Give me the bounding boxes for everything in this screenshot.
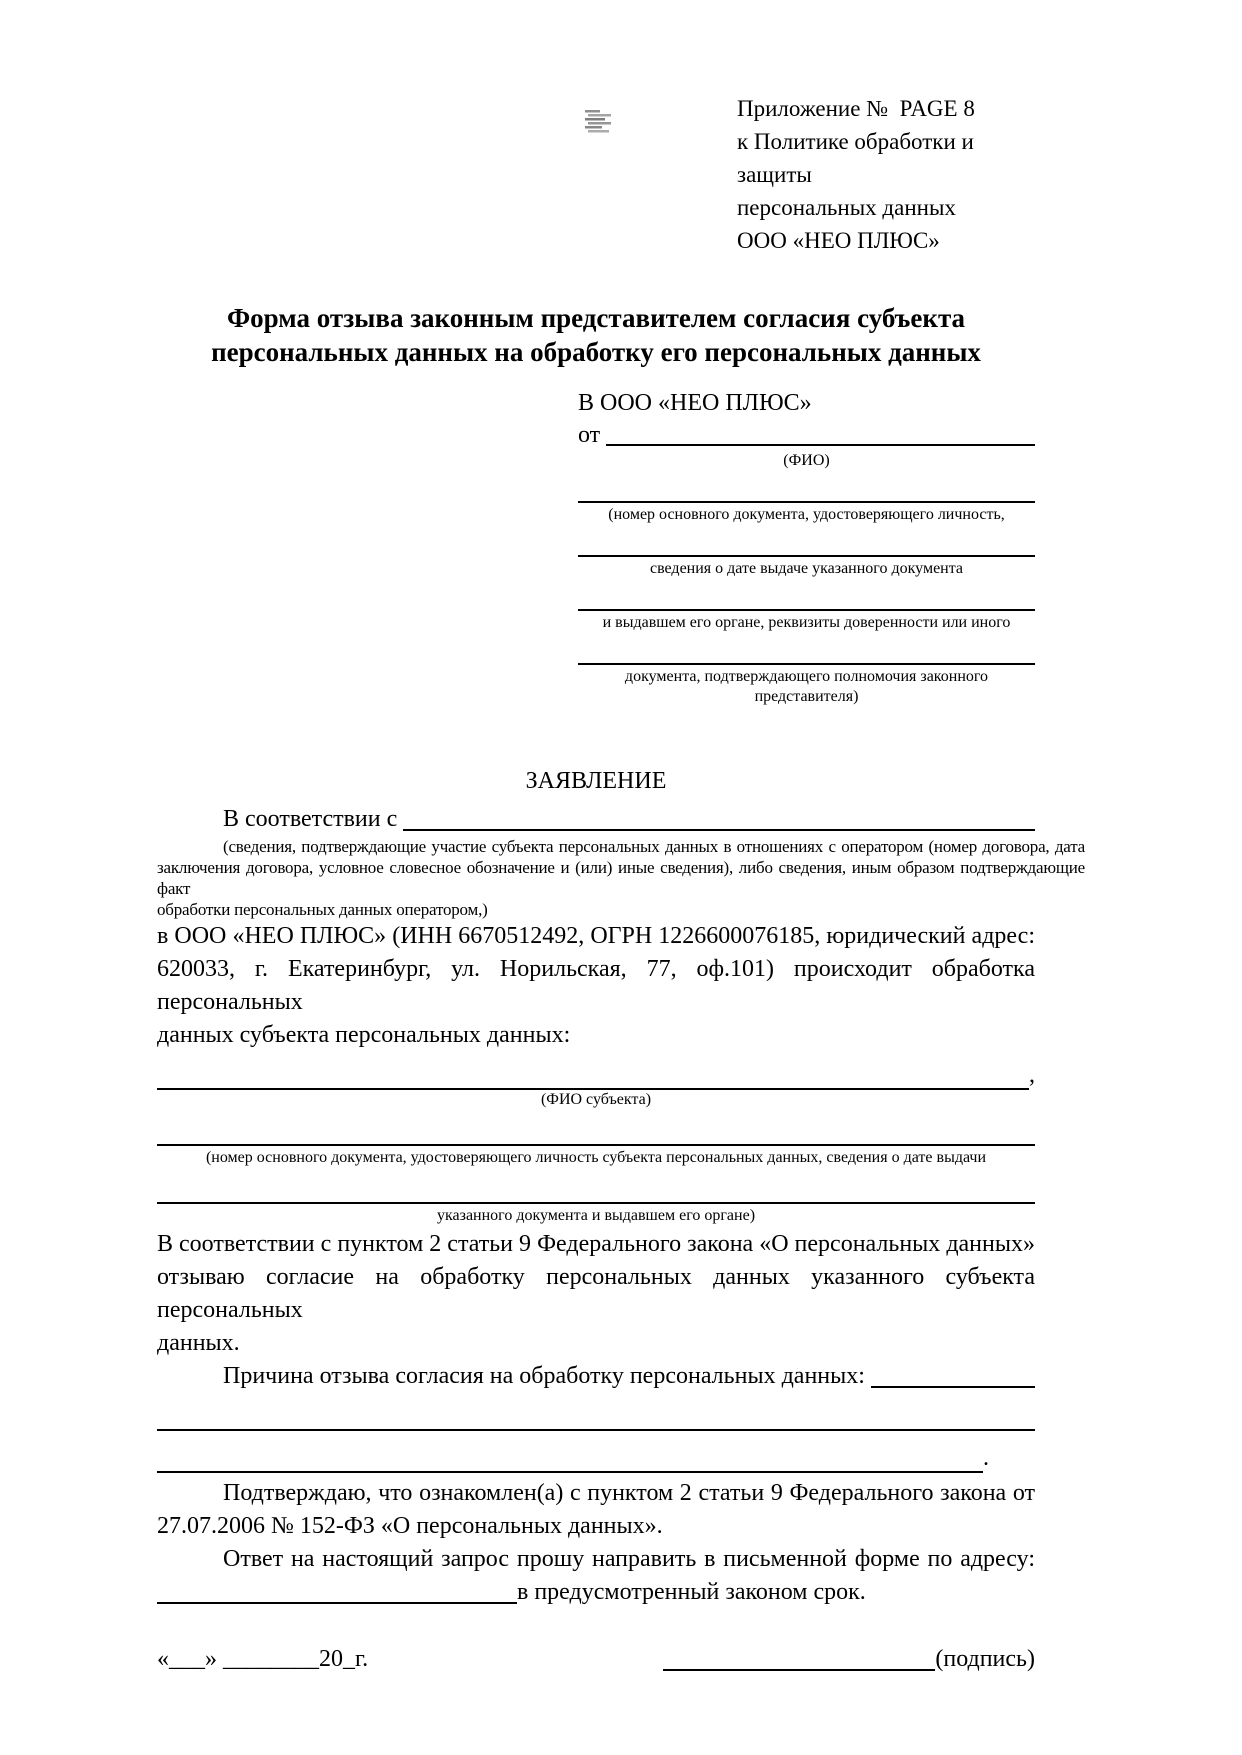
paragraph-line: Подтверждаю, что ознакомлен(а) с пунктом 2 статьи 9 Федерального закона от (223, 1480, 1035, 1506)
paragraph-line: В соответствии с пунктом 2 статьи 9 Федерального закона «О персональных данных» (157, 1231, 1035, 1257)
reason-row-3 (157, 1443, 1035, 1473)
paragraph-line: 27.07.2006 № 152-ФЗ «О персональных данных». (157, 1513, 663, 1539)
intro-row (157, 803, 1035, 836)
paragraph-line: данных субъекта персональных данных: (157, 1022, 571, 1048)
withdraw-paragraph (157, 1228, 1035, 1360)
fine-print-line: (сведения, подтверждающие участие субъекта персональных данных в отношениях с оператором (номер договора, дата (223, 837, 1085, 856)
reason-label: Причина отзыва согласия на обработку персональных данных: (223, 1363, 865, 1389)
operator-paragraph (157, 920, 1035, 1052)
subject-fio-field-line[interactable] (157, 1062, 1029, 1090)
date-blank-text: «___» ________20_г. (157, 1646, 369, 1672)
authority-document-field-line[interactable] (578, 639, 1035, 665)
fio-caption: (ФИО) (783, 452, 830, 469)
document-title: Форма отзыва законным представителем согласия субъекта персональных данных на обработку его персональных данных (211, 303, 981, 367)
reply-address-row (157, 1576, 1035, 1609)
subject-fio-row (157, 1060, 1035, 1090)
paragraph-line: данных. (157, 1330, 240, 1356)
subject-fio-caption: (ФИО субъекта) (540, 1091, 652, 1108)
paragraph-line: в ООО «НЕО ПЛЮС» (ИНН 6670512492, ОГРН 1226600076185, юридический адрес: (157, 923, 1035, 949)
field-caption: и выдавшем его органе, реквизиты доверенности или иного (602, 614, 1011, 631)
document-header (737, 92, 1035, 257)
reason-field-line-2[interactable] (157, 1405, 1035, 1431)
issuing-authority-field-line[interactable] (578, 585, 1035, 611)
header-line: к Политике обработки и защиты (737, 129, 980, 187)
header-line: персональных данных (737, 195, 956, 220)
fine-print-note (157, 836, 1085, 920)
trailing-period: . (983, 1445, 989, 1471)
representative-fio-field-line[interactable] (606, 420, 1035, 446)
reply-request-line: Ответ на настоящий запрос прошу направить в письменной форме по адресу: (223, 1546, 1035, 1572)
field-caption: документа, подтверждающего полномочия законного представителя) (624, 668, 989, 705)
reason-row (157, 1360, 1035, 1393)
signature-caption: (подпись) (935, 1646, 1035, 1672)
header-line: ООО «НЕО ПЛЮС» (737, 228, 940, 253)
subject-authority-field-line[interactable] (157, 1178, 1035, 1204)
reason-field-line-3[interactable] (157, 1445, 983, 1473)
subject-document-caption: (номер основного документа, удостоверяющего личность субъекта персональных данных, сведения о дате выдачи (205, 1149, 987, 1166)
representative-document-field-line[interactable] (578, 477, 1035, 503)
addressee-block (578, 387, 1035, 707)
from-label: от (578, 422, 601, 448)
intro-label: В соответствии с (223, 806, 398, 832)
paragraph-line: 620033, г. Екатеринбург, ул. Норильская, 77, оф.101) происходит обработка персональных (157, 956, 1035, 1015)
subject-authority-caption: указанного документа и выдавшем его органе) (436, 1207, 756, 1224)
header-line: Приложение № PAGE 8 (737, 96, 975, 121)
statement-heading: ЗАЯВЛЕНИЕ (525, 768, 667, 794)
addressee-to: В ООО «НЕО ПЛЮС» (578, 390, 812, 416)
signature-field-line[interactable] (663, 1645, 935, 1671)
field-caption: сведения о дате выдаче указанного документа (649, 560, 964, 577)
paragraph-line: отзываю согласие на обработку персональных данных указанного субъекта персональных (157, 1264, 1035, 1323)
subject-document-field-line[interactable] (157, 1120, 1035, 1146)
signature-group (663, 1643, 1035, 1676)
field-caption: (номер основного документа, удостоверяющего личность, (608, 506, 1005, 523)
basis-field-line[interactable] (403, 805, 1035, 831)
reply-tail-text: в предусмотренный законом срок. (517, 1579, 866, 1605)
from-row (578, 419, 1035, 451)
fine-print-line: обработки персональных данных оператором,) (157, 900, 488, 919)
trailing-comma: , (1029, 1062, 1035, 1088)
confirmation-paragraph (157, 1477, 1035, 1543)
footer-row (157, 1643, 1035, 1676)
fine-print-line: заключения договора, условное словесное обозначение и (или) иные сведения), либо сведения, иным образом подтверждающие факт (157, 858, 1085, 898)
reply-address-field-line[interactable] (157, 1578, 517, 1604)
reason-field-line[interactable] (871, 1362, 1035, 1388)
document-issue-date-field-line[interactable] (578, 531, 1035, 557)
